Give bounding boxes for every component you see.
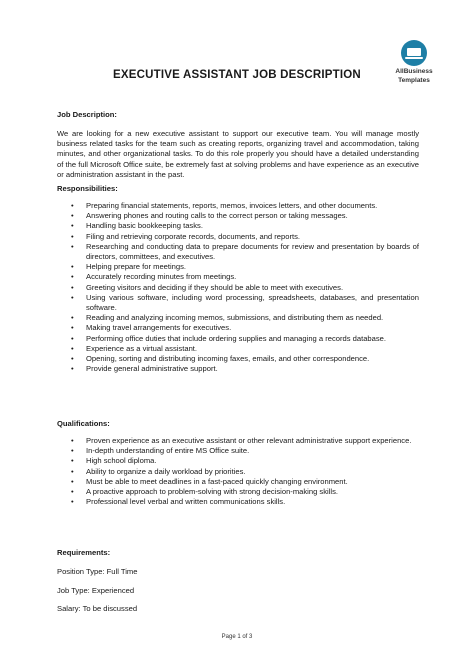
list-item: • Making travel arrangements for executives. — [57, 323, 419, 333]
logo-line-2: Templates — [398, 77, 430, 84]
logo-line-1: AllBusiness — [395, 68, 433, 75]
list-item: • Helping prepare for meetings. — [57, 262, 419, 272]
responsibilities-heading: Responsibilities: — [57, 184, 118, 193]
job-description-text: We are looking for a new executive assistant to support our executive team. You will manage mostly business related tasks for the team such as creating reports, organizing travel and accommodation, taking minutes, and other organizational tasks. To do this role properly you should have a detailed understanding of the full Microsoft Office suite, be extremely fast at solving problems and have experience as an executive or administration assistant in the past. — [57, 129, 419, 179]
list-item: • Preparing financial statements, reports, memos, invoices letters, and other documents. — [57, 201, 419, 211]
list-item: • In-depth understanding of entire MS Office suite. — [57, 446, 419, 456]
job-description-heading: Job Description: — [57, 110, 117, 119]
list-item: • Proven experience as an executive assistant or other relevant administrative support experience. — [57, 436, 419, 446]
list-item: • Professional level verbal and written communications skills. — [57, 497, 419, 507]
job-type: Job Type: Experienced — [57, 586, 135, 595]
list-item: • High school diploma. — [57, 456, 419, 466]
list-item: • A proactive approach to problem-solving with strong decision-making skills. — [57, 487, 419, 497]
page-title: EXECUTIVE ASSISTANT JOB DESCRIPTION — [113, 69, 361, 81]
list-item: • Accurately recording minutes from meetings. — [57, 272, 419, 282]
responsibilities-list — [57, 201, 419, 374]
list-item: • Opening, sorting and distributing incoming faxes, emails, and other correspondence. — [57, 354, 419, 364]
list-item: • Answering phones and routing calls to the correct person or taking messages. — [57, 211, 419, 221]
list-item: • Performing office duties that include ordering supplies and managing a records database. — [57, 334, 419, 344]
list-item: • Experience as a virtual assistant. — [57, 344, 419, 354]
list-item: • Provide general administrative support. — [57, 364, 419, 374]
list-item: • Handling basic bookkeeping tasks. — [57, 221, 419, 231]
list-item: • Ability to organize a daily workload by priorities. — [57, 467, 419, 477]
position-type: Position Type: Full Time — [57, 567, 138, 576]
salary: Salary: To be discussed — [57, 604, 138, 613]
list-item: • Researching and conducting data to prepare documents for review and presentation by boards of directors, committees, and executives. — [57, 242, 419, 262]
list-item: • Filing and retrieving corporate records, documents, and reports. — [57, 232, 419, 242]
list-item: • Using various software, including word processing, spreadsheets, databases, and presentation software. — [57, 293, 419, 313]
list-item: • Greeting visitors and deciding if they should be able to meet with executives. — [57, 283, 419, 293]
qualifications-list — [57, 436, 419, 507]
list-item: • Reading and analyzing incoming memos, submissions, and distributing them as needed. — [57, 313, 419, 323]
list-item: • Must be able to meet deadlines in a fast-paced quickly changing environment. — [57, 477, 419, 487]
qualifications-heading: Qualifications: — [57, 419, 110, 428]
requirements-heading: Requirements: — [57, 548, 111, 557]
laptop-icon — [401, 40, 427, 66]
page-number: Page 1 of 3 — [221, 634, 253, 640]
